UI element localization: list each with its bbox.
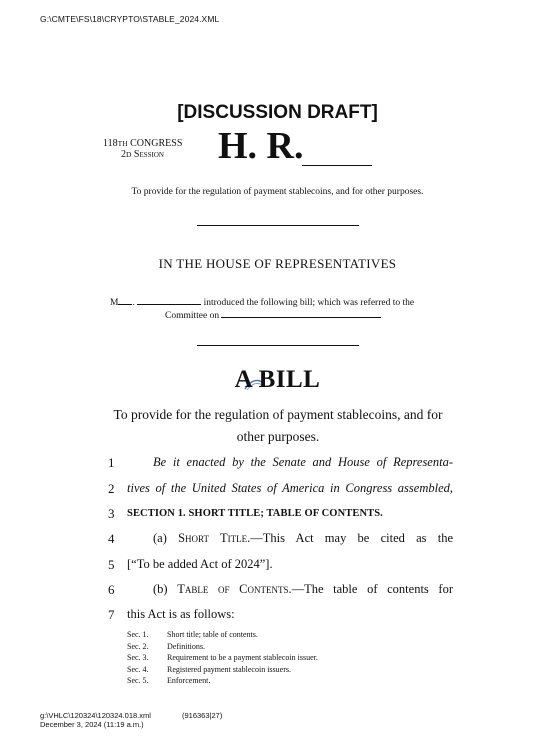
toc-intro: this Act is as follows:	[127, 607, 235, 621]
purpose-short: To provide for the regulation of payment stablecoins, and for other purposes.	[131, 187, 424, 197]
introduction-line: M . introduced the following bill; which was referred to the	[110, 295, 450, 310]
subsection-table-of-contents: (b) Table of Contents.—The table of contents for	[153, 582, 453, 596]
a-bill-heading: A BILL	[234, 366, 321, 393]
line-number: 7	[108, 607, 115, 622]
bill-number-blank	[302, 165, 372, 166]
file-path-header: G:\CMTE\FS\18\CRYPTO\STABLE_2024.XML	[40, 14, 220, 24]
section-heading: SECTION 1. SHORT TITLE; TABLE OF CONTENTS.	[127, 508, 383, 519]
house-heading: IN THE HOUSE OF REPRESENTATIVES	[158, 256, 397, 271]
discussion-draft-label: [DISCUSSION DRAFT]	[177, 102, 378, 123]
enacting-clause: Be it enacted by the Senate and House of Representa-	[153, 455, 453, 469]
congress-line: 118TH CONGRESS	[103, 138, 183, 149]
toc-item: Sec. 5. Enforcement.	[127, 676, 211, 686]
committee-line: Committee on	[165, 308, 381, 321]
line-number: 2	[108, 481, 115, 496]
line-number: 3	[108, 506, 115, 521]
toc-item: Sec. 1. Short title; table of contents.	[127, 630, 258, 639]
subsection-short-title: (a) Short Title.—This Act may be cited as the	[153, 531, 454, 545]
footer-file: g:\VHLC\120324\120324.018.xml	[40, 711, 151, 720]
short-title-placeholder: [“To be added Act of 2024”].	[127, 557, 273, 571]
line-number: 5	[108, 557, 115, 572]
toc-item: Sec. 4. Registered payment stablecoin issuers.	[127, 664, 291, 674]
congress-session-block	[103, 138, 182, 160]
document-footer	[40, 711, 223, 729]
table-of-contents	[127, 629, 318, 687]
toc-item: Sec. 2. Definitions.	[127, 641, 205, 651]
enacting-clause: tives of the United States of America in Congress assembled,	[127, 481, 453, 495]
line-number: 1	[108, 455, 115, 470]
divider-rule	[197, 225, 359, 226]
bill-number: H. R.	[218, 125, 304, 167]
purpose-full: To provide for the regulation of payment stablecoins, and for other purposes.	[113, 407, 443, 444]
line-number: 6	[108, 582, 115, 597]
footer-date: December 3, 2024 (11:19 a.m.)	[40, 720, 144, 729]
footer-code: (916363|27)	[182, 711, 223, 720]
toc-item: Sec. 3. Requirement to be a payment stablecoin issuer.	[127, 653, 318, 663]
session-line: 2D Session	[121, 149, 164, 160]
line-number: 4	[108, 531, 115, 546]
divider-rule	[197, 345, 359, 346]
